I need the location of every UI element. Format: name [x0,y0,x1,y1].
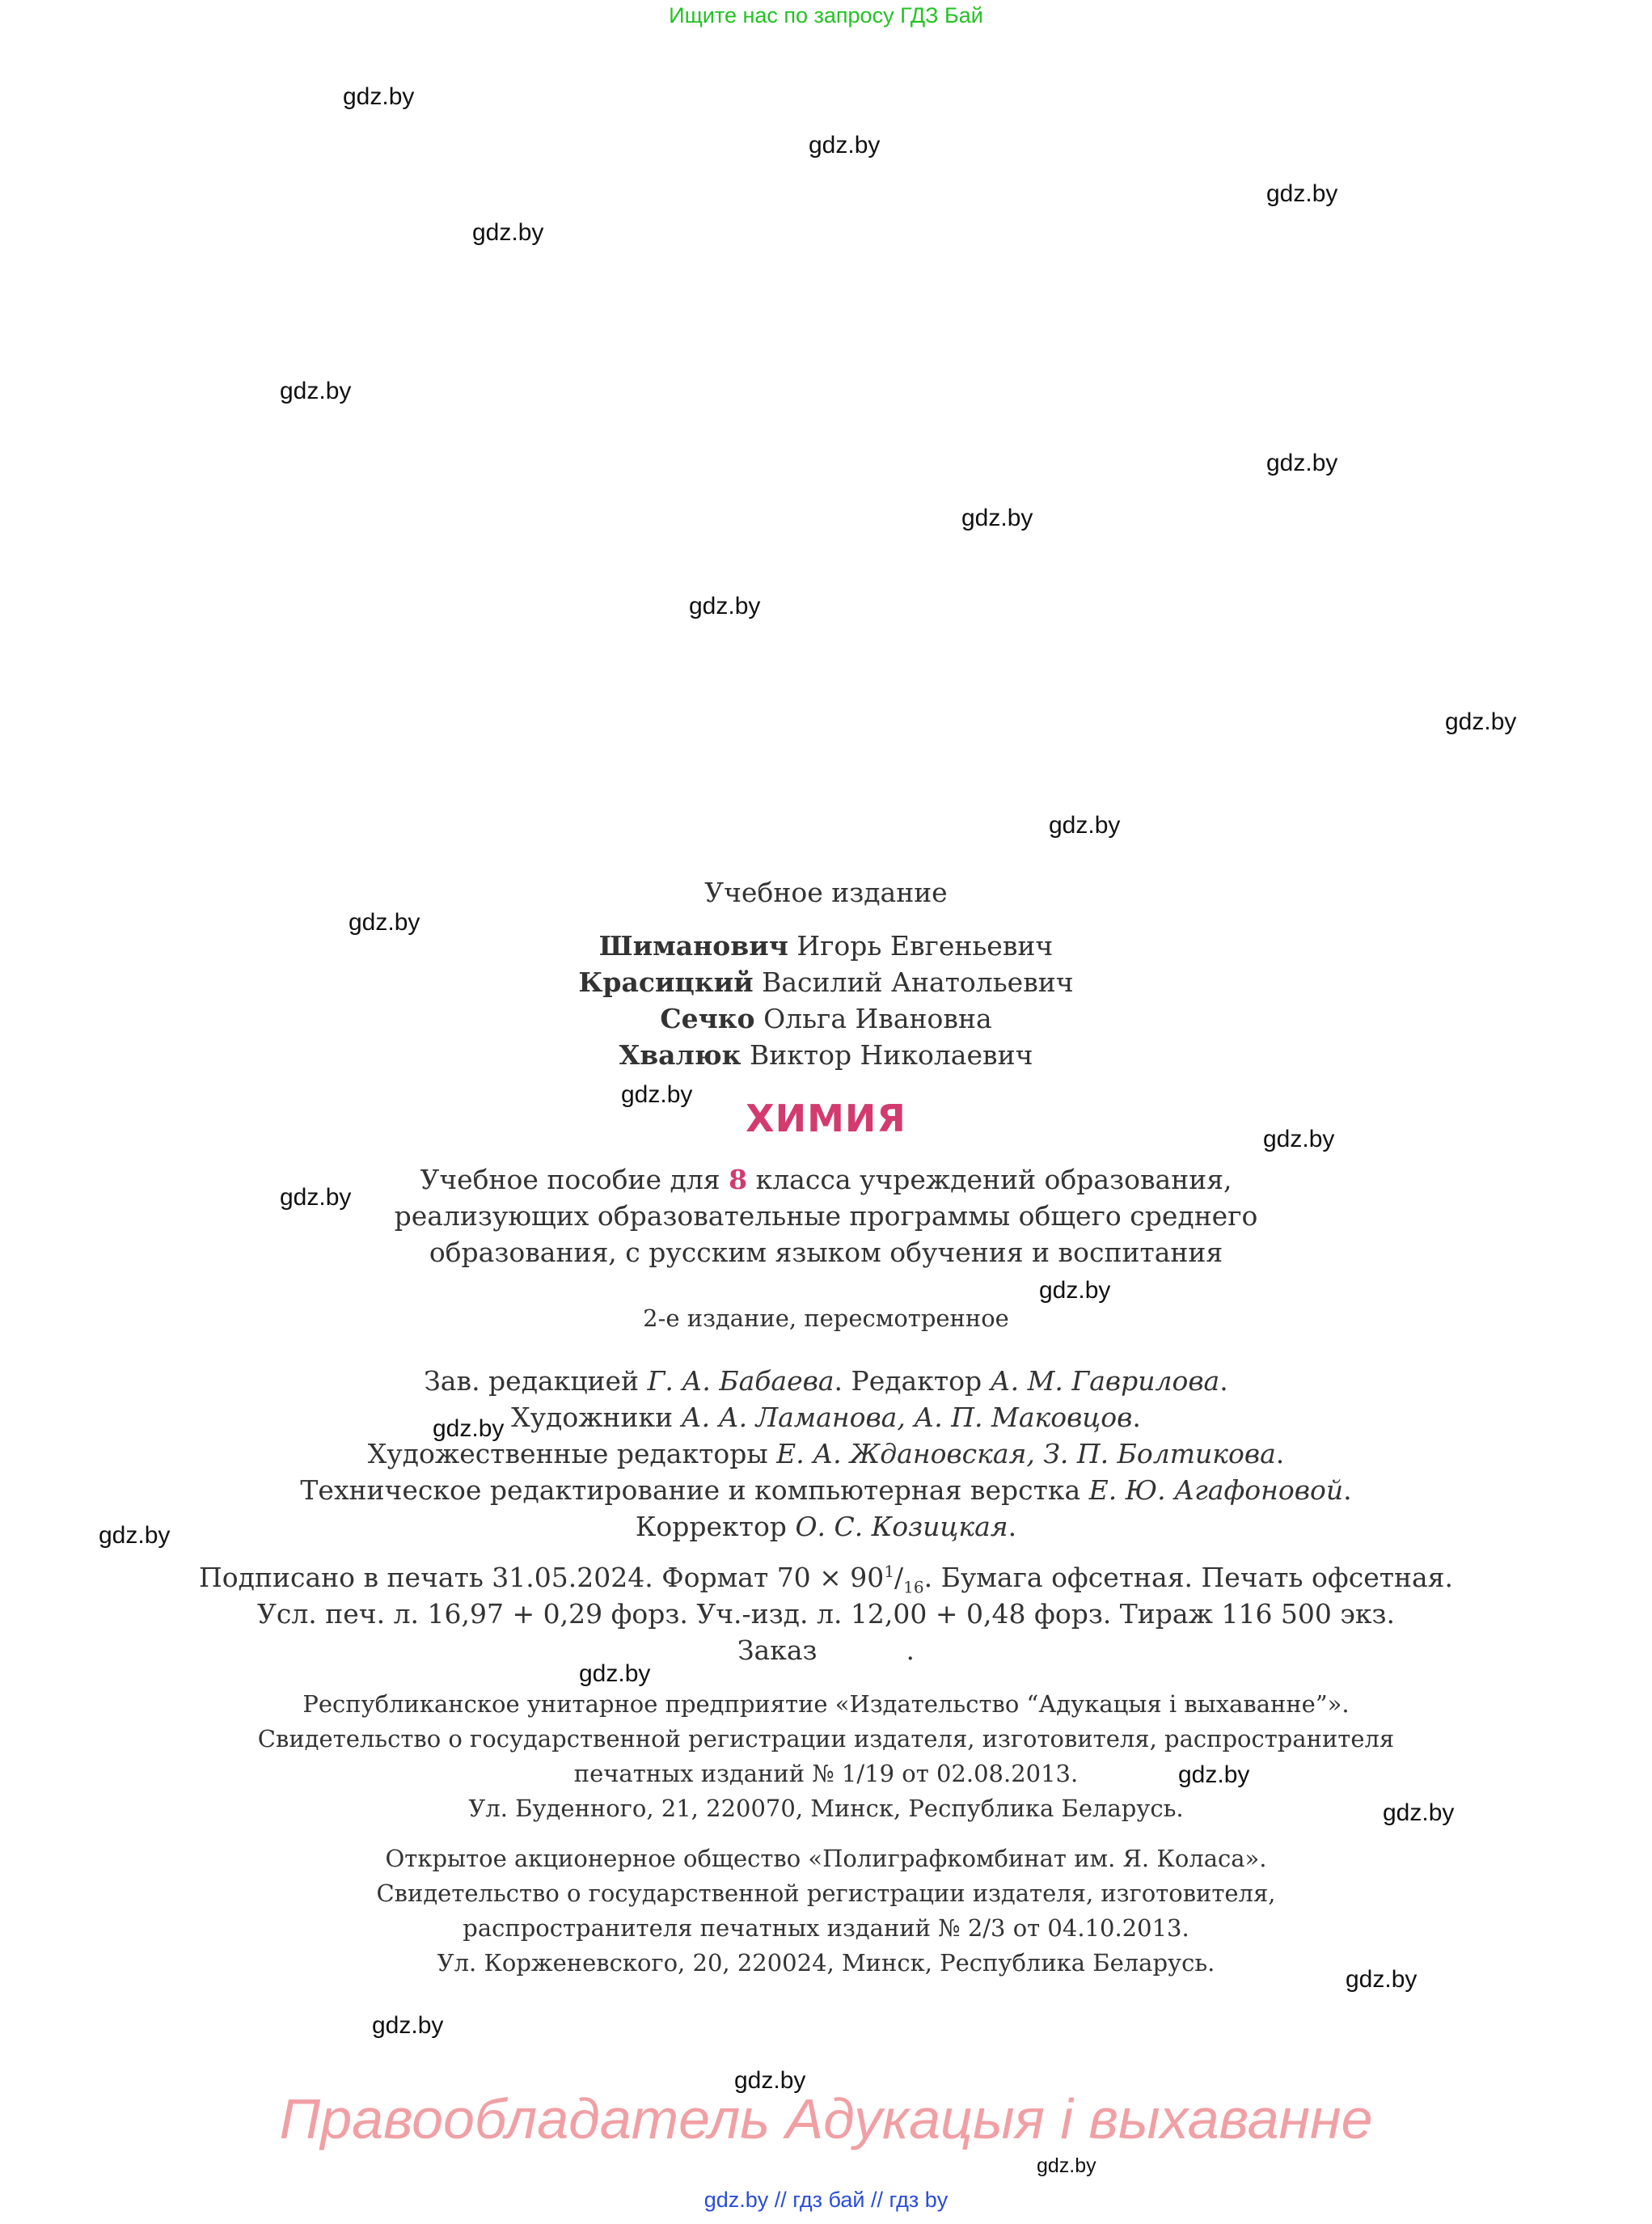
watermark: gdz.by [280,378,352,404]
credit-name: Е. А. Ждановская, З. П. Болтикова [776,1438,1276,1469]
watermark: gdz.by [1383,1799,1455,1826]
author-line [0,1003,1652,1034]
print-info-line: Усл. печ. л. 16,97 + 0,29 форз. Уч.-изд. л. 12,00 + 0,48 форз. Тираж 116 500 экз. [256,1598,1395,1630]
author-surname: Хвалюк [619,1039,741,1071]
credit-name: Е. Ю. Агафоновой [1088,1474,1344,1506]
watermark: gdz.by [472,219,544,246]
credit-label: Художники [511,1402,674,1433]
footer-links[interactable]: gdz.by // гдз бай // гдз by [703,2188,949,2212]
rights-holder: Правообладатель Адукацыя і выхаванне [279,2087,1373,2150]
watermark: gdz.by [99,1522,171,1549]
watermark: gdz.by [372,2012,444,2039]
printer-line: Свидетельство о государственной регистрации издателя, изготовителя, [376,1879,1276,1907]
author-name: Виктор Николаевич [749,1039,1033,1071]
watermark: gdz.by [433,1415,505,1442]
credits-line: Корректор О. С. Козицкая. [635,1511,1017,1542]
author-name: Ольга Ивановна [763,1003,992,1034]
description-line [0,1164,1652,1195]
watermark: gdz.by [1266,180,1338,207]
author-name: Игорь Евгеньевич [796,930,1054,962]
printer-line: распространителя печатных изданий № 2/3 от 04.10.2013. [463,1914,1189,1942]
publisher-line: Ул. Буденного, 21, 220070, Минск, Республика Беларусь. [468,1795,1184,1822]
description-text: класса учреждений образования, [755,1164,1232,1195]
order-line [0,1634,1652,1666]
watermark: gdz.by [1445,708,1517,735]
printer-line: Ул. Корженевского, 20, 220024, Минск, Республика Беларусь. [437,1949,1215,1977]
watermark: gdz.by [280,1184,352,1211]
publication-type: Учебное издание [704,877,948,908]
credit-name: Г. А. Бабаева [647,1365,834,1397]
watermark: gdz.by [961,505,1033,531]
description-line: реализующих образовательные программы общего среднего [394,1200,1258,1232]
credit-name: А. М. Гаврилова [990,1365,1220,1397]
print-info-text: Подписано в печать 31.05.2024. Формат 70 × 90 [199,1562,885,1593]
credits-line: Техническое редактирование и компьютерная верстка Е. Ю. Агафоновой. [300,1474,1352,1506]
description-text: Учебное пособие для [420,1164,720,1195]
author-line [0,930,1652,962]
credit-label: Корректор [635,1511,787,1542]
credit-label: Техническое редактирование и компьютерная верстка [300,1474,1081,1506]
order-label: Заказ [737,1634,818,1666]
publisher-line: печатных изданий № 1/19 от 02.08.2013. [573,1760,1079,1787]
credit-label: Зав. редакцией [424,1365,640,1397]
watermark: gdz.by [1037,2154,1096,2177]
publisher-line: Республиканское унитарное предприятие «Издательство “Адукацыя і выхаванне”». [302,1690,1350,1718]
credit-name: А. А. Ламанова, А. П. Маковцов [681,1402,1133,1433]
author-surname: Сечко [660,1003,755,1034]
author-surname: Шиманович [598,930,788,962]
format-numerator: 1 [884,1562,895,1581]
credits-line: Зав. редакцией Г. А. Бабаева. Редактор А. М. Гаврилова. [424,1365,1228,1397]
credits-line: Художники А. А. Ламанова, А. П. Маковцов. [511,1402,1141,1433]
watermark: gdz.by [343,83,415,110]
watermark: gdz.by [1049,812,1121,839]
book-title: ХИМИЯ [746,1097,906,1140]
watermark: gdz.by [1263,1126,1335,1152]
watermark: gdz.by [689,593,761,619]
watermark: gdz.by [349,909,420,936]
watermark: gdz.by [734,2067,806,2094]
format-denominator: 16 [903,1577,924,1597]
author-line [0,966,1652,998]
print-info-line: Подписано в печать 31.05.2024. Формат $70 \times 90^1/_{16}$. Бумага офсетная. Печать офсетная. [199,1562,1453,1597]
credit-name: О. С. Козицкая [795,1511,1008,1542]
edition: 2-е издание, пересмотренное [643,1304,1009,1332]
watermark: gdz.by [1266,450,1338,476]
credit-label: Редактор [851,1365,982,1397]
credit-label: Художественные редакторы [367,1438,768,1469]
grade-number: 8 [729,1164,748,1195]
order-dot: . [906,1634,915,1666]
author-name: Василий Анатольевич [762,966,1074,998]
description-line: образования, с русским языком обучения и воспитания [429,1237,1223,1268]
watermark: gdz.by [579,1660,651,1687]
watermark: gdz.by [1039,1277,1111,1304]
credits-line: Художественные редакторы Е. А. Ждановская, З. П. Болтикова. [367,1438,1285,1469]
watermark: gdz.by [1346,1966,1418,1993]
printer-line: Открытое акционерное общество «Полиграфкомбинат им. Я. Коласа». [385,1845,1267,1872]
watermark: gdz.by [621,1081,693,1108]
publisher-line: Свидетельство о государственной регистрации издателя, изготовителя, распространителя [257,1725,1395,1753]
author-surname: Красицкий [578,966,754,998]
top-banner: Ищите нас по запросу ГДЗ Бай [669,3,983,27]
watermark: gdz.by [1178,1761,1250,1788]
watermark: gdz.by [809,132,881,159]
author-line [0,1039,1652,1071]
print-info-text: . Бумага офсетная. Печать офсетная. [923,1562,1453,1593]
